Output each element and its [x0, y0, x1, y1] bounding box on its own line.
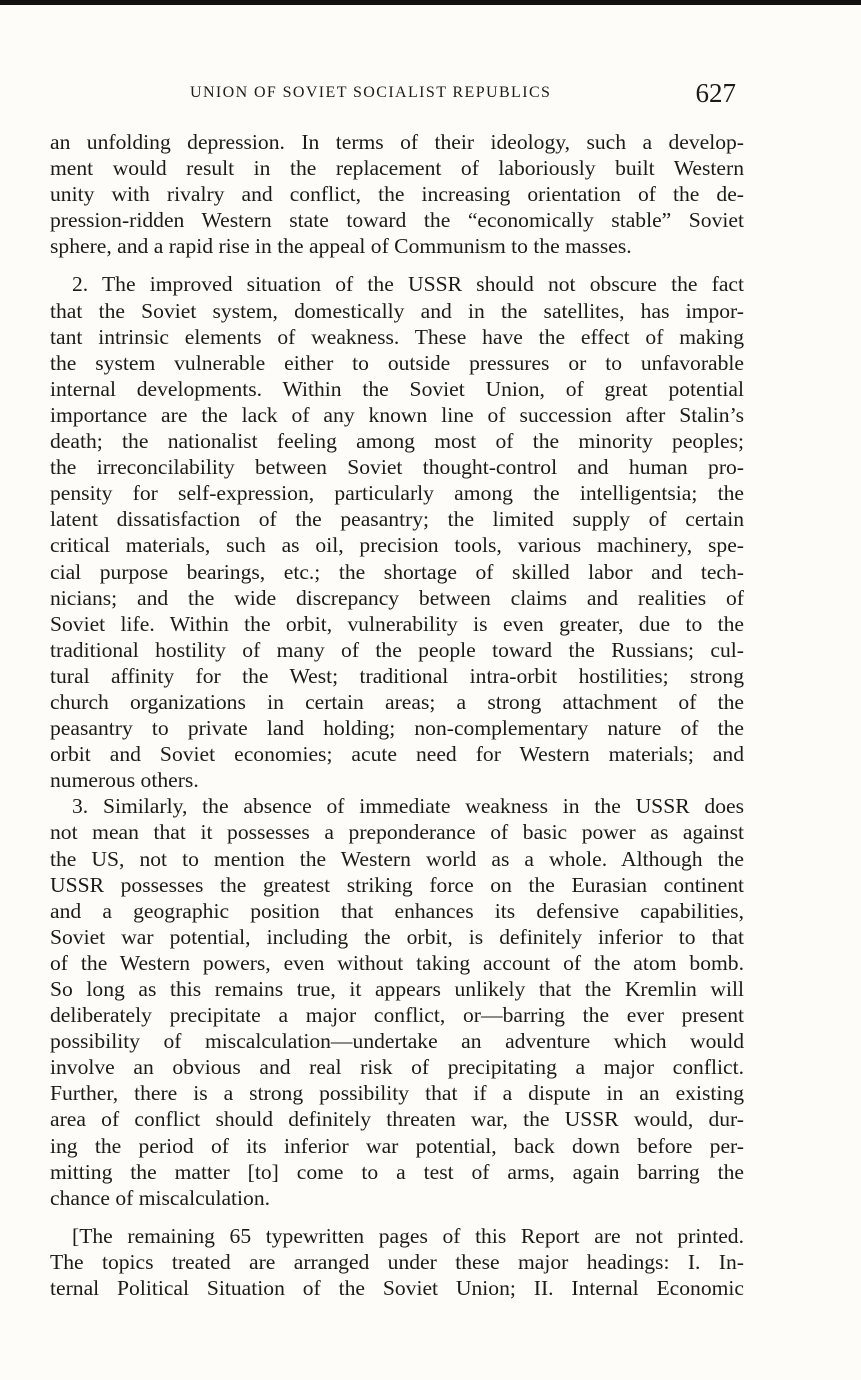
- text-line: not mean that it possesses a preponderance of basic power as against: [50, 820, 744, 845]
- page-number: 627: [695, 78, 736, 108]
- text-line: 2. The improved situation of the USSR should not obscure the fact: [72, 272, 744, 297]
- text-line: So long as this remains true, it appears unlikely that the Kremlin will: [50, 977, 744, 1001]
- text-line: the US, not to mention the Western world as a whole. Although the: [50, 846, 744, 871]
- text-line: death; the nationalist feeling among most of the minority peoples;: [50, 429, 744, 454]
- text-line: importance are the lack of any known line of succession after Stalin’s: [50, 402, 744, 427]
- text-line: cial purpose bearings, etc.; the shortage of skilled labor and tech-: [50, 559, 744, 584]
- text-line: the system vulnerable either to outside pressures or to unfavorable: [50, 350, 744, 375]
- text-line: sphere, and a rapid rise in the appeal of Communism to the masses.: [50, 234, 632, 259]
- text-line: orbit and Soviet economies; acute need for Western materials; and: [50, 742, 744, 767]
- paragraph-point-2: [50, 271, 744, 793]
- text-line: pression-ridden Western state toward the “economically stable” Soviet: [50, 208, 744, 233]
- text-line: unity with rivalry and conflict, the increasing orientation of the de-: [50, 182, 744, 207]
- text-line: involve an obvious and real risk of precipitating a major conflict.: [50, 1055, 744, 1080]
- text-line: deliberately precipitate a major conflict, or—barring the ever present: [50, 1003, 744, 1028]
- text-line: and a geographic position that enhances its defensive capabilities,: [50, 898, 744, 923]
- text-line: possibility of miscalculation—undertake an adventure which would: [50, 1029, 744, 1054]
- text-line: numerous others.: [50, 768, 199, 793]
- running-title: UNION OF SOVIET SOCIALIST REPUBLICS: [190, 84, 552, 101]
- text-line: chance of miscalculation.: [50, 1185, 271, 1210]
- text-line: latent dissatisfaction of the peasantry; the limited supply of certain: [50, 507, 744, 532]
- text-line: of the Western powers, even without taking account of the atom bomb.: [50, 950, 744, 975]
- paragraph-point-3: [50, 793, 744, 1211]
- text-line: traditional hostility of many of the people toward the Russians; cul-: [50, 637, 744, 662]
- text-line: tant intrinsic elements of weakness. These have the effect of making: [50, 324, 744, 349]
- text-line: nicians; and the wide discrepancy between claims and realities of: [50, 585, 744, 610]
- paragraph-continuation: [50, 129, 744, 259]
- text-line: church organizations in certain areas; a strong attachment of the: [50, 689, 744, 714]
- text-line: ing the period of its inferior war potential, back down before per-: [50, 1133, 744, 1158]
- text-line: internal developments. Within the Soviet Union, of great potential: [50, 376, 744, 401]
- text-line: ment would result in the replacement of laboriously built Western: [50, 156, 744, 181]
- text-line: USSR possesses the greatest striking force on the Eurasian continent: [50, 872, 744, 897]
- text-line: mitting the matter [to] come to a test of arms, again barring the: [50, 1159, 744, 1184]
- text-line: an unfolding depression. In terms of their ideology, such a develop-: [50, 130, 744, 154]
- top-border-rule: [0, 0, 861, 5]
- running-header: [50, 80, 740, 114]
- paragraph-editorial-note: [50, 1223, 744, 1301]
- text-line: that the Soviet system, domestically and in the satellites, has impor-: [50, 298, 744, 323]
- text-line: critical materials, such as oil, precision tools, various machinery, spe-: [50, 533, 744, 558]
- page-body: [50, 129, 744, 1301]
- text-line: Soviet life. Within the orbit, vulnerability is even greater, due to the: [50, 611, 744, 636]
- text-line: ternal Political Situation of the Soviet Union; II. Internal Economic: [50, 1276, 744, 1301]
- text-line: 3. Similarly, the absence of immediate weakness in the USSR does: [72, 794, 744, 819]
- text-line: Further, there is a strong possibility that if a dispute in an existing: [50, 1081, 744, 1106]
- text-line: [The remaining 65 typewritten pages of this Report are not printed.: [72, 1223, 744, 1248]
- text-line: the irreconcilability between Soviet thought-control and human pro-: [50, 455, 744, 480]
- text-line: tural affinity for the West; traditional intra-orbit hostilities; strong: [50, 663, 744, 688]
- text-line: Soviet war potential, including the orbit, is definitely inferior to that: [50, 924, 744, 949]
- text-line: The topics treated are arranged under these major headings: I. In-: [50, 1249, 744, 1274]
- text-line: pensity for self-expression, particularly among the intelligentsia; the: [50, 481, 744, 506]
- text-line: peasantry to private land holding; non-complementary nature of the: [50, 716, 744, 741]
- text-line: area of conflict should definitely threaten war, the USSR would, dur-: [50, 1107, 744, 1132]
